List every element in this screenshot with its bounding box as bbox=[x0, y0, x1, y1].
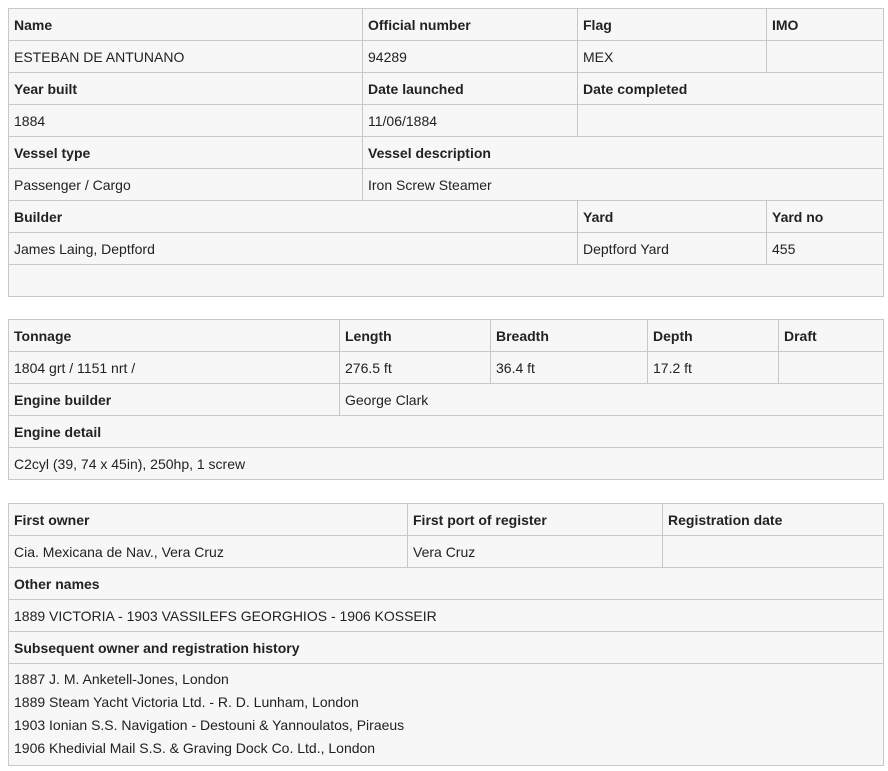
draft-label: Draft bbox=[779, 320, 884, 352]
first-port-label: First port of register bbox=[408, 504, 663, 536]
yard-label: Yard bbox=[578, 201, 767, 233]
date-completed-value bbox=[578, 105, 884, 137]
history-list bbox=[9, 664, 884, 766]
registration-date-label: Registration date bbox=[663, 504, 884, 536]
vessel-type-label: Vessel type bbox=[9, 137, 363, 169]
date-completed-label: Date completed bbox=[578, 73, 884, 105]
vessel-description-label: Vessel description bbox=[363, 137, 884, 169]
yard-no-label: Yard no bbox=[767, 201, 884, 233]
dimensions-table bbox=[8, 319, 884, 480]
builder-label: Builder bbox=[9, 201, 578, 233]
first-owner-label: First owner bbox=[9, 504, 408, 536]
history-entry: 1889 Steam Yacht Victoria Ltd. - R. D. Lunham, London bbox=[14, 694, 359, 710]
engine-detail-value: C2cyl (39, 74 x 45in), 250hp, 1 screw bbox=[9, 448, 884, 480]
engine-detail-label: Engine detail bbox=[9, 416, 884, 448]
vessel-type-value: Passenger / Cargo bbox=[9, 169, 363, 201]
length-value: 276.5 ft bbox=[340, 352, 491, 384]
breadth-label: Breadth bbox=[491, 320, 648, 352]
registration-date-value bbox=[663, 536, 884, 568]
first-owner-value: Cia. Mexicana de Nav., Vera Cruz bbox=[9, 536, 408, 568]
tonnage-value: 1804 grt / 1151 nrt / bbox=[9, 352, 340, 384]
first-port-value: Vera Cruz bbox=[408, 536, 663, 568]
year-built-value: 1884 bbox=[9, 105, 363, 137]
official-number-value: 94289 bbox=[363, 41, 578, 73]
history-label: Subsequent owner and registration history bbox=[9, 632, 884, 664]
other-names-label: Other names bbox=[9, 568, 884, 600]
tonnage-label: Tonnage bbox=[9, 320, 340, 352]
imo-label: IMO bbox=[767, 9, 884, 41]
date-launched-label: Date launched bbox=[363, 73, 578, 105]
depth-value: 17.2 ft bbox=[648, 352, 779, 384]
flag-value: MEX bbox=[578, 41, 767, 73]
ownership-table bbox=[8, 503, 884, 766]
flag-label: Flag bbox=[578, 9, 767, 41]
imo-value bbox=[767, 41, 884, 73]
draft-value bbox=[779, 352, 884, 384]
yard-no-value: 455 bbox=[767, 233, 884, 265]
vessel-description-value: Iron Screw Steamer bbox=[363, 169, 884, 201]
engine-builder-label: Engine builder bbox=[9, 384, 340, 416]
name-value: ESTEBAN DE ANTUNANO bbox=[9, 41, 363, 73]
history-entry: 1903 Ionian S.S. Navigation - Destouni & Yannoulatos, Piraeus bbox=[14, 717, 405, 733]
engine-builder-value: George Clark bbox=[340, 384, 884, 416]
official-number-label: Official number bbox=[363, 9, 578, 41]
history-entry: 1887 J. M. Anketell-Jones, London bbox=[14, 671, 229, 687]
history-entry: 1906 Khedivial Mail S.S. & Graving Dock Co. Ltd., London bbox=[14, 740, 376, 756]
breadth-value: 36.4 ft bbox=[491, 352, 648, 384]
other-names-value: 1889 VICTORIA - 1903 VASSILEFS GEORGHIOS - 1906 KOSSEIR bbox=[9, 600, 884, 632]
name-label: Name bbox=[9, 9, 363, 41]
vessel-details-table bbox=[8, 8, 884, 297]
length-label: Length bbox=[340, 320, 491, 352]
builder-value: James Laing, Deptford bbox=[9, 233, 578, 265]
yard-value: Deptford Yard bbox=[578, 233, 767, 265]
empty-row bbox=[9, 265, 884, 297]
date-launched-value: 11/06/1884 bbox=[363, 105, 578, 137]
year-built-label: Year built bbox=[9, 73, 363, 105]
depth-label: Depth bbox=[648, 320, 779, 352]
